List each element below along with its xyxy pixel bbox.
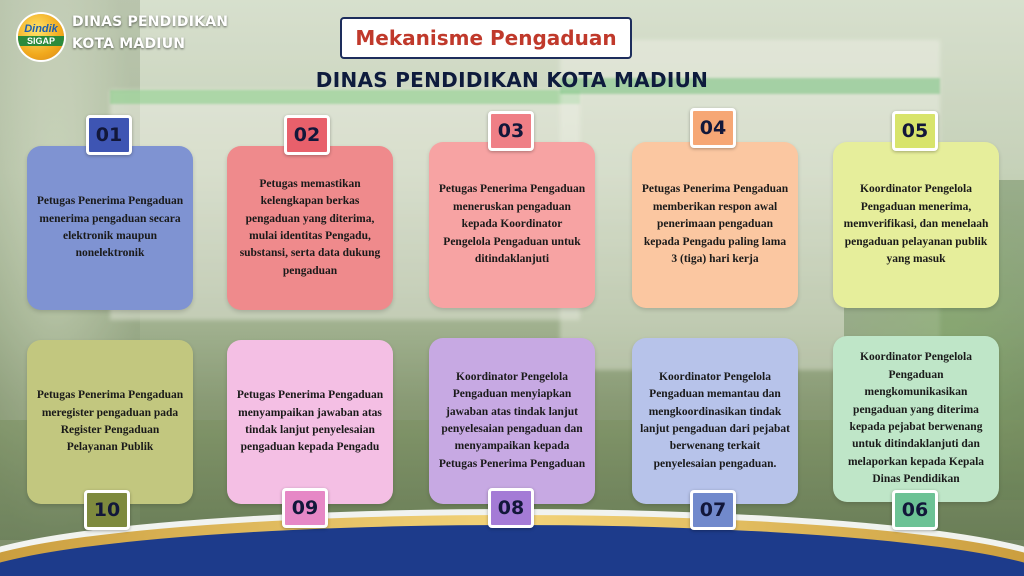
step-text-02: Petugas memastikan kelengkapan berkas pengaduan yang diterima, mulai identitas Pengadu, substansi, serta data dukung pengaduan <box>239 177 381 277</box>
dindik-sigap-logo <box>18 14 64 60</box>
step-text-06: Koordinator Pengelola Pengaduan mengkomunikasikan pengaduan yang diterima kepada pejabat berwenang untuk ditindaklanjuti dan melaporkan kepada Kepala Dinas Pendidikan <box>847 351 985 486</box>
step-text-05: Koordinator Pengelola Pengaduan menerima, memverifikasi, dan menelaah pengaduan pelayanan publik yang masuk <box>843 183 989 266</box>
step-card-06 <box>833 336 999 502</box>
step-card-10 <box>27 340 193 504</box>
step-badge-10: 10 <box>84 490 130 530</box>
step-card-08 <box>429 338 595 504</box>
step-card-01 <box>27 146 193 310</box>
step-text-08: Koordinator Pengelola Pengaduan menyiapkan jawaban atas tindak lanjut penyelesaian pengaduan dan menyampaikan kepada Petugas Penerima Pengaduan <box>438 370 586 470</box>
page-subtitle: DINAS PENDIDIKAN KOTA MADIUN <box>315 68 709 92</box>
org-name-line2: KOTA MADIUN <box>72 36 186 52</box>
logo-text-sigap: SIGAP <box>18 36 64 46</box>
step-badge-01: 01 <box>86 115 132 155</box>
step-text-07: Koordinator Pengelola Pengaduan memantau dan mengkoordinasikan tindak lanjut pengaduan dari pejabat berwenang terkait penyelesaian pengaduan. <box>640 370 790 470</box>
step-badge-07: 07 <box>690 490 736 530</box>
step-card-05 <box>833 142 999 308</box>
step-badge-08: 08 <box>488 488 534 528</box>
step-card-03 <box>429 142 595 308</box>
step-badge-03: 03 <box>488 111 534 151</box>
step-card-02 <box>227 146 393 310</box>
title-box <box>340 17 632 59</box>
step-text-04: Petugas Penerima Pengaduan memberikan respon awal penerimaan pengaduan kepada Pengadu paling lama 3 (tiga) hari kerja <box>641 183 789 266</box>
page-title: Mekanisme Pengaduan <box>355 26 617 50</box>
step-card-09 <box>227 340 393 504</box>
step-badge-09: 09 <box>282 488 328 528</box>
step-text-03: Petugas Penerima Pengaduan meneruskan pengaduan kepada Koordinator Pengelola Pengaduan untuk ditindaklanjuti <box>438 183 586 266</box>
step-badge-06: 06 <box>892 490 938 530</box>
step-badge-02: 02 <box>284 115 330 155</box>
step-text-01: Petugas Penerima Pengaduan menerima pengaduan secara elektronik maupun nonelektronik <box>36 195 184 260</box>
step-text-10: Petugas Penerima Pengaduan meregister pengaduan pada Register Pengaduan Pelayanan Publik <box>36 389 184 454</box>
step-badge-04: 04 <box>690 108 736 148</box>
step-card-07 <box>632 338 798 504</box>
step-text-09: Petugas Penerima Pengaduan menyampaikan jawaban atas tindak lanjut penyelesaian pengaduan kepada Pengadu <box>236 389 384 454</box>
step-card-04 <box>632 142 798 308</box>
org-name-line1: DINAS PENDIDIKAN <box>72 14 229 30</box>
step-badge-05: 05 <box>892 111 938 151</box>
logo-text-dindik: Dindik <box>24 23 58 35</box>
